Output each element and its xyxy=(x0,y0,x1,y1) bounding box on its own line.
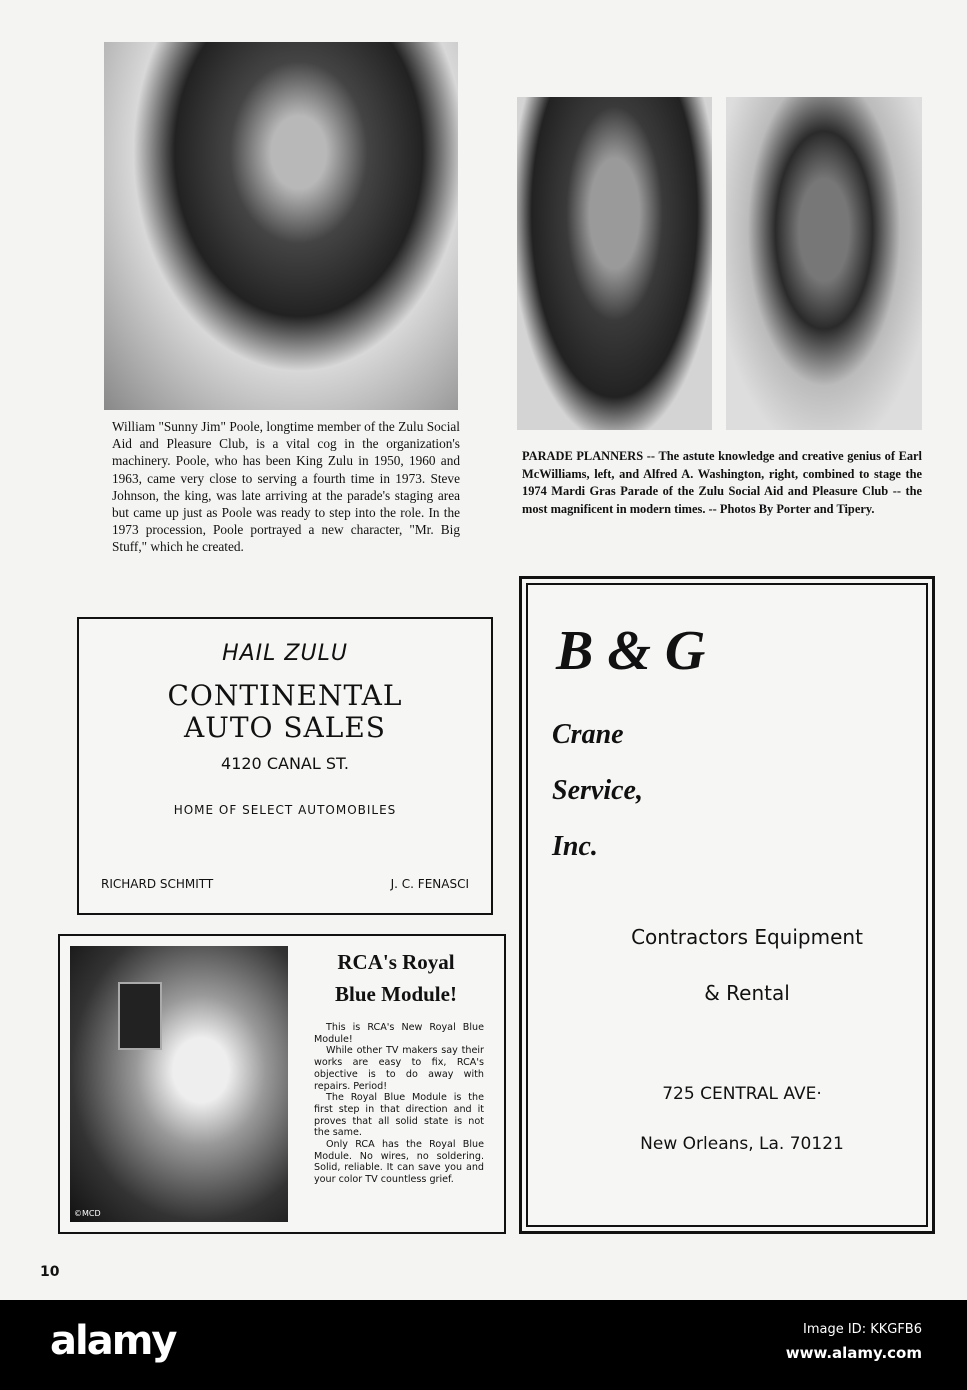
alamy-logo: alamy xyxy=(50,1318,176,1364)
bg-line-2: Service, xyxy=(552,775,643,806)
rca-title-1: RCA's Royal xyxy=(337,950,455,974)
bg-line-1: Crane xyxy=(552,719,624,750)
image-id: Image ID: KKGFB6 xyxy=(803,1322,922,1337)
photo-william-poole xyxy=(104,42,458,410)
rca-body-2: While other TV makers say their works are easy to fix, RCA's objective is to do away with repairs. Period! xyxy=(314,1045,484,1092)
bg-title: B & G xyxy=(556,620,706,682)
ad-person-1: RICHARD SCHMITT xyxy=(101,877,214,891)
rca-title-2: Blue Module! xyxy=(335,982,457,1006)
alamy-url: www.alamy.com xyxy=(785,1344,922,1362)
bg-address: 725 CENTRAL AVE· xyxy=(662,1084,822,1104)
caption-parade-planners: PARADE PLANNERS -- The astute knowledge and creative genius of Earl McWilliams, left, and Alfred A. Washington, right, combined to stage the 1974 Mardi Gras Parade of the Zulu Social Aid and Pleasure Club -- the most magnificent in modern times. -- Photos By Porter and Tipery. xyxy=(522,449,922,516)
circuit-module-icon xyxy=(118,982,162,1050)
ad-tagline: HOME OF SELECT AUTOMOBILES xyxy=(173,803,397,817)
ad-name-line1: CONTINENTAL xyxy=(167,679,403,712)
rca-body-3: The Royal Blue Module is the first step in that direction and it proves that all solid state is not the same. xyxy=(314,1092,484,1139)
ad-address: 4120 CANAL ST. xyxy=(221,754,349,773)
bg-line-3: Inc. xyxy=(552,831,598,862)
ad-continental-auto-sales xyxy=(77,617,493,915)
ad-name-line2: AUTO SALES xyxy=(184,711,386,744)
bg-city: New Orleans, La. 70121 xyxy=(640,1134,844,1154)
caption-poole: William "Sunny Jim" Poole, longtime member of the Zulu Social Aid and Pleasure Club, is a vital cog in the organization's machinery. Poole, who has been King Zulu in 1950, 1960 and 1963, came very close to serving a fourth time in 1973. Steve Johnson, the king, was late arriving at the parade's staging area but came up just as Poole was ready to step into the role. In the 1973 procession, Poole portrayed a new character, "Mr. Big Stuff," which he created. xyxy=(112,419,460,555)
ad-bg-crane-service xyxy=(519,576,935,1234)
rca-body-4: Only RCA has the Royal Blue Module. No wires, no soldering. Solid, reliable. It can save you and your color TV countless grief. xyxy=(314,1139,484,1186)
watermark-bar xyxy=(0,1300,967,1390)
ad-person-2: J. C. FENASCI xyxy=(390,877,469,891)
ad-hail: HAIL ZULU xyxy=(222,641,348,666)
bg-desc-1: Contractors Equipment xyxy=(631,925,863,949)
photo-credit: ©MCD xyxy=(74,1209,101,1218)
bg-desc-2: & Rental xyxy=(704,981,790,1005)
page-number: 10 xyxy=(40,1264,60,1280)
photo-earl-mcwilliams xyxy=(517,97,712,430)
ad-rca-royal-blue-module xyxy=(58,934,506,1234)
photo-alfred-washington xyxy=(726,97,922,430)
rca-body-1: This is RCA's New Royal Blue Module! xyxy=(314,1022,484,1045)
photo-man-with-module xyxy=(70,946,288,1222)
